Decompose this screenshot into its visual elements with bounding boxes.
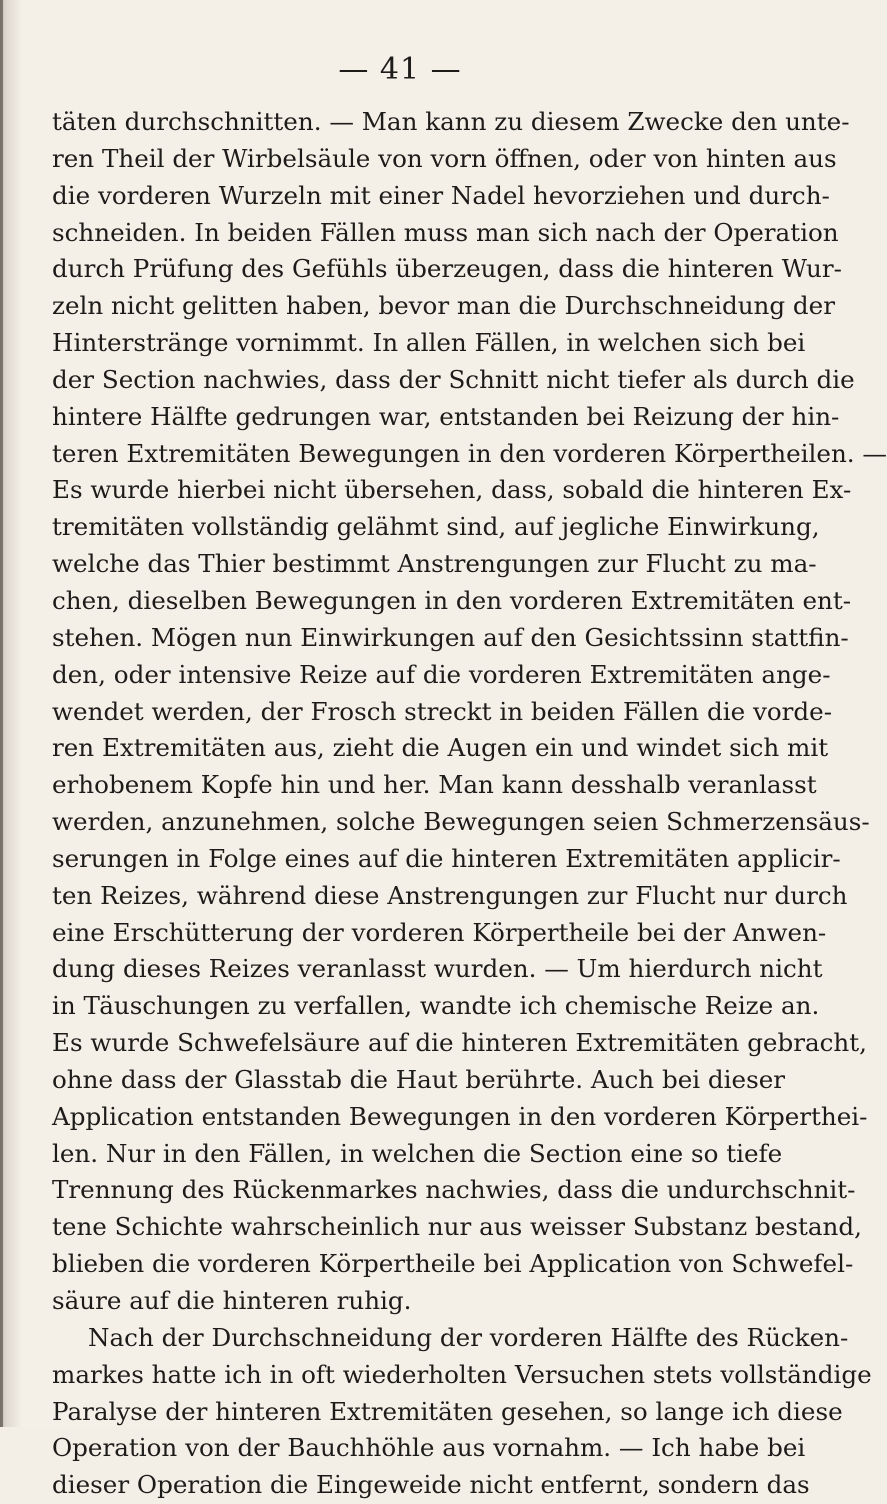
text-line: der Section nachwies, dass der Schnitt nicht tiefer als durch die (52, 364, 855, 394)
text-line: den, oder intensive Reize auf die vorderen Extremitäten ange- (52, 659, 831, 689)
text-line: durch Prüfung des Gefühls überzeugen, dass die hinteren Wur- (52, 254, 842, 284)
text-line: tremitäten vollständig gelähmt sind, auf jegliche Einwirkung, (52, 512, 820, 542)
text-line: stehen. Mögen nun Einwirkungen auf den Gesichtssinn stattfin- (52, 622, 849, 652)
text-line: Paralyse der hinteren Extremitäten gesehen, so lange ich diese (52, 1396, 843, 1426)
text-line: ren Theil der Wirbelsäule von vorn öffnen, oder von hinten aus (52, 143, 837, 173)
text-line: Application entstanden Bewegungen in den vorderen Körperthei- (52, 1101, 868, 1131)
text-line: blieben die vorderen Körpertheile bei Application von Schwefel- (52, 1249, 854, 1279)
text-line: dieser Operation die Eingeweide nicht entfernt, sondern das (52, 1470, 810, 1500)
body-text (52, 104, 887, 1504)
text-line: tene Schichte wahrscheinlich nur aus weisser Substanz bestand, (52, 1212, 862, 1242)
text-line: welche das Thier bestimmt Anstrengungen zur Flucht zu ma- (52, 549, 817, 579)
text-line: dung dieses Reizes veranlasst wurden. — Um hierdurch nicht (52, 954, 823, 984)
text-line: täten durchschnitten. — Man kann zu diesem Zwecke den unte- (52, 107, 850, 136)
text-line: eine Erschütterung der vorderen Körpertheile bei der Anwen- (52, 917, 827, 947)
text-line: ten Reizes, während diese Anstrengungen zur Flucht nur durch (52, 880, 848, 910)
text-line: Hinterstränge vornimmt. In allen Fällen, in welchen sich bei (52, 328, 806, 358)
page-gutter-shadow (0, 0, 3, 1427)
text-line: säure auf die hinteren ruhig. (52, 1286, 412, 1315)
text-line: Trennung des Rückenmarkes nachwies, dass die undurchschnit- (52, 1175, 856, 1205)
text-line: wendet werden, der Frosch streckt in beiden Fällen die vorde- (52, 696, 833, 726)
text-line: ren Extremitäten aus, zieht die Augen ein und windet sich mit (52, 733, 829, 763)
text-line: Es wurde hierbei nicht übersehen, dass, sobald die hinteren Ex- (52, 475, 852, 505)
text-line: len. Nur in den Fällen, in welchen die Section eine so tiefe (52, 1138, 783, 1168)
text-line: die vorderen Wurzeln mit einer Nadel hevorziehen und durch- (52, 180, 830, 210)
text-line: schneiden. In beiden Fällen muss man sich nach der Operation (52, 217, 839, 247)
text-line: hintere Hälfte gedrungen war, entstanden bei Reizung der hin- (52, 401, 840, 431)
text-line: serungen in Folge eines auf die hinteren Extremitäten applicir- (52, 843, 841, 873)
text-line: werden, anzunehmen, solche Bewegungen seien Schmerzensäus- (52, 807, 870, 837)
text-line: ohne dass der Glasstab die Haut berührte. Auch bei dieser (52, 1064, 786, 1094)
text-line: Es wurde Schwefelsäure auf die hinteren Extremitäten gebracht, (52, 1028, 867, 1058)
text-line: zeln nicht gelitten haben, bevor man die Durchschneidung der (52, 291, 835, 321)
text-line: erhobenem Kopfe hin und her. Man kann desshalb veranlasst (52, 770, 817, 800)
text-line: teren Extremitäten Bewegungen in den vorderen Körpertheilen. — (52, 438, 887, 468)
text-line: chen, dieselben Bewegungen in den vorderen Extremitäten ent- (52, 585, 852, 615)
page-number-header: — 41 — (338, 52, 462, 87)
text-line: markes hatte ich in oft wiederholten Versuchen stets vollständige (52, 1359, 872, 1389)
text-line: Operation von der Bauchhöhle aus vornahm. — Ich habe bei (52, 1433, 806, 1463)
text-line: in Täuschungen zu verfallen, wandte ich chemische Reize an. (52, 991, 820, 1021)
text-line: Nach der Durchschneidung der vorderen Hälfte des Rücken- (88, 1322, 849, 1352)
